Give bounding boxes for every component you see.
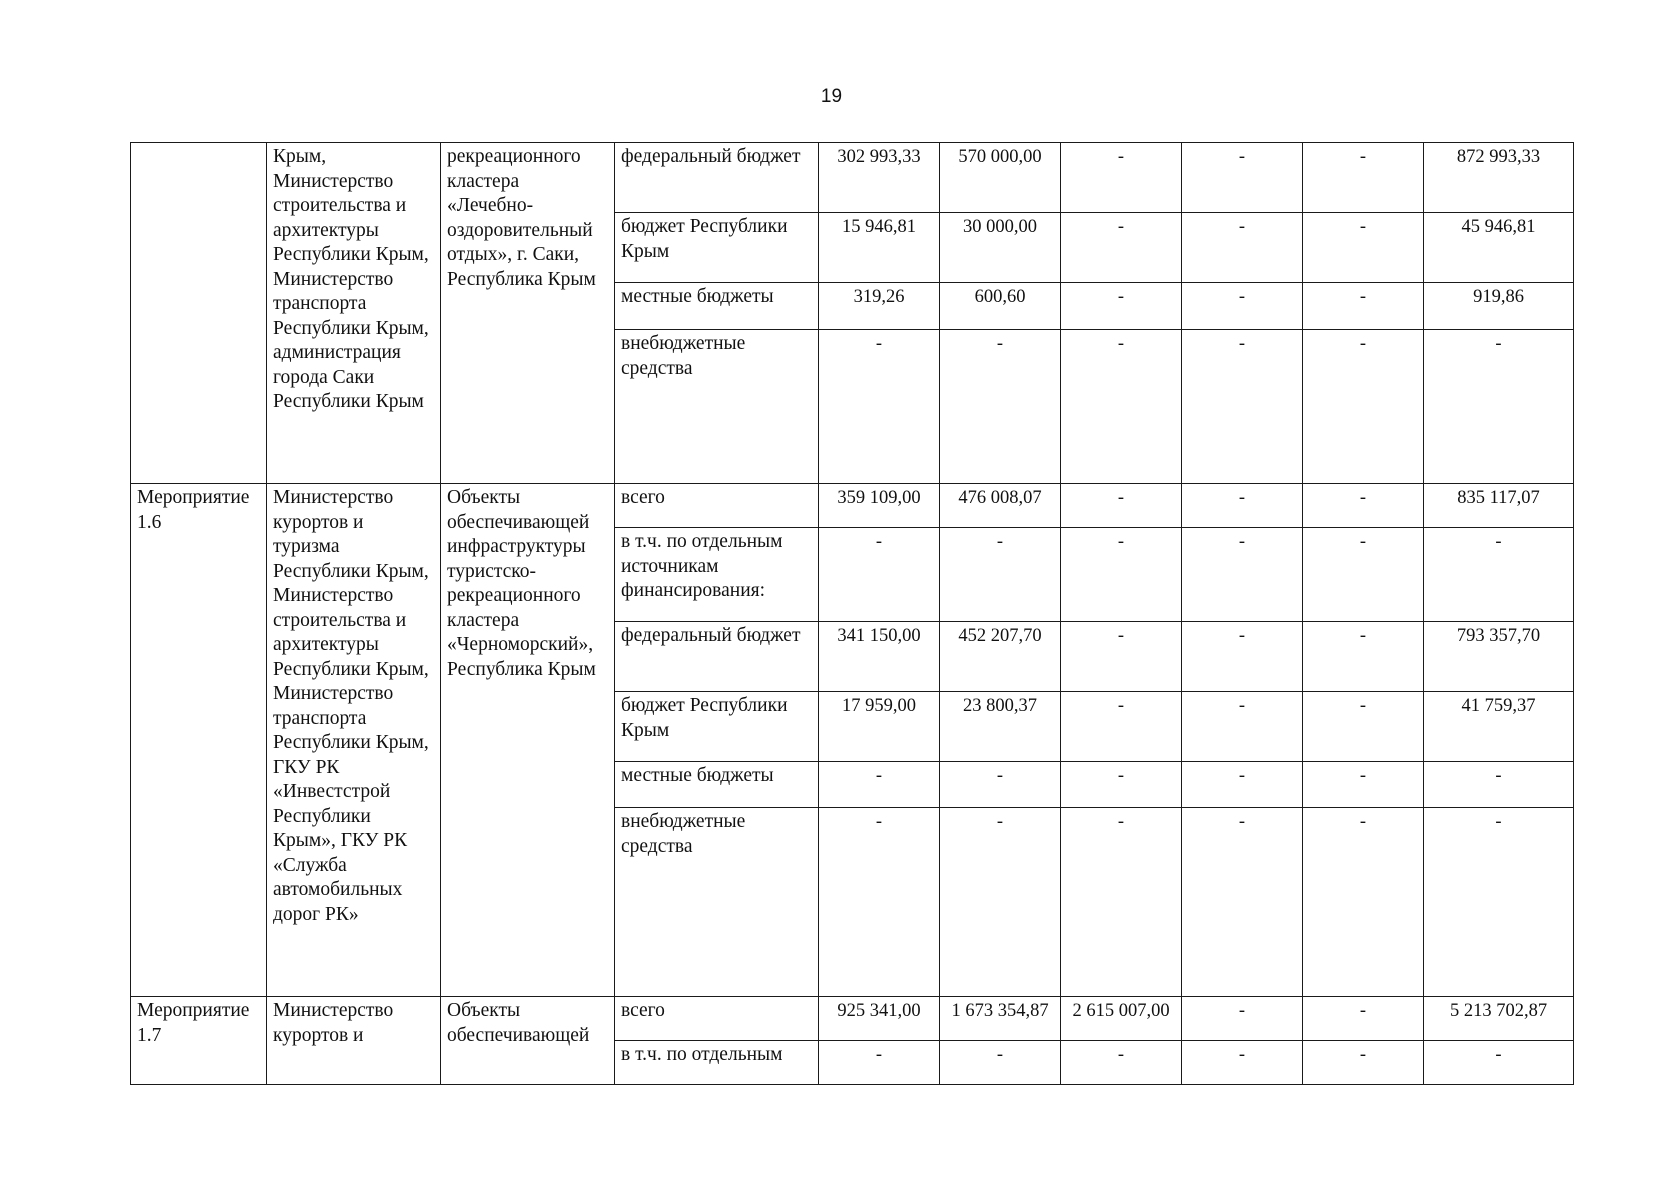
object-cell: рекреационного кластера «Лечебно-оздоровительный отдых», г. Саки, Республика Крым (441, 143, 615, 484)
value-cell: - (819, 1041, 940, 1085)
value-cell: - (819, 808, 940, 997)
value-cell: 17 959,00 (819, 692, 940, 762)
value-cell: - (819, 528, 940, 622)
total-cell: 835 117,07 (1424, 484, 1574, 528)
total-cell: - (1424, 1041, 1574, 1085)
value-cell: - (819, 330, 940, 484)
value-cell: 30 000,00 (940, 213, 1061, 283)
value-cell: - (1182, 143, 1303, 213)
value-cell: - (1182, 622, 1303, 692)
total-cell: - (1424, 330, 1574, 484)
value-cell: - (940, 808, 1061, 997)
value-cell: - (1303, 213, 1424, 283)
value-cell: - (1061, 762, 1182, 808)
source-cell: бюджет Республики Крым (615, 213, 819, 283)
value-cell: 452 207,70 (940, 622, 1061, 692)
value-cell: 15 946,81 (819, 213, 940, 283)
source-cell: всего (615, 997, 819, 1041)
value-cell: - (1182, 283, 1303, 330)
total-cell: 919,86 (1424, 283, 1574, 330)
value-cell: - (940, 528, 1061, 622)
value-cell: - (1303, 622, 1424, 692)
source-cell: бюджет Республики Крым (615, 692, 819, 762)
value-cell: - (1303, 808, 1424, 997)
value-cell: - (940, 330, 1061, 484)
value-cell: - (1061, 808, 1182, 997)
value-cell: - (819, 762, 940, 808)
page-number: 19 (820, 86, 843, 107)
value-cell: - (940, 1041, 1061, 1085)
total-cell: 793 357,70 (1424, 622, 1574, 692)
value-cell: - (1182, 808, 1303, 997)
value-cell: 2 615 007,00 (1061, 997, 1182, 1041)
executors-cell: Министерство курортов и (267, 997, 441, 1085)
total-cell: 5 213 702,87 (1424, 997, 1574, 1041)
source-cell: в т.ч. по отдельным (615, 1041, 819, 1085)
value-cell: 359 109,00 (819, 484, 940, 528)
source-cell: внебюджетные средства (615, 808, 819, 997)
value-cell: - (1182, 1041, 1303, 1085)
value-cell: 476 008,07 (940, 484, 1061, 528)
source-cell: местные бюджеты (615, 283, 819, 330)
value-cell: - (1061, 622, 1182, 692)
value-cell: - (1303, 997, 1424, 1041)
value-cell: - (1061, 283, 1182, 330)
value-cell: 925 341,00 (819, 997, 940, 1041)
value-cell: - (1061, 213, 1182, 283)
executors-cell: Министерство курортов и туризма Республики Крым, Министерство строительства и архитектуры Республики Крым, Министерство транспорта Республики Крым, ГКУ РК «Инвестстрой Республики Крым», ГКУ РК «Служба автомобильных дорог РК» (267, 484, 441, 997)
source-cell: в т.ч. по отдельным источникам финансирования: (615, 528, 819, 622)
value-cell: - (1303, 143, 1424, 213)
value-cell: 319,26 (819, 283, 940, 330)
value-cell: 302 993,33 (819, 143, 940, 213)
measure-cell: Мероприятие 1.6 (131, 484, 267, 997)
value-cell: 23 800,37 (940, 692, 1061, 762)
value-cell: - (1182, 330, 1303, 484)
value-cell: - (1303, 484, 1424, 528)
object-cell: Объекты обеспечивающей инфраструктуры туристско-рекреационного кластера «Черноморский», Республика Крым (441, 484, 615, 997)
total-cell: 872 993,33 (1424, 143, 1574, 213)
value-cell: - (1061, 528, 1182, 622)
table-row (131, 997, 1574, 1041)
funding-table (130, 142, 1574, 1085)
total-cell: - (1424, 762, 1574, 808)
source-cell: федеральный бюджет (615, 622, 819, 692)
value-cell: - (1182, 484, 1303, 528)
value-cell: - (1182, 997, 1303, 1041)
funding-table-body (131, 143, 1574, 1085)
value-cell: - (1182, 213, 1303, 283)
table-row (131, 484, 1574, 528)
value-cell: 600,60 (940, 283, 1061, 330)
value-cell: - (1303, 692, 1424, 762)
value-cell: - (1182, 762, 1303, 808)
value-cell: - (1061, 330, 1182, 484)
value-cell: - (1182, 528, 1303, 622)
value-cell: - (1061, 1041, 1182, 1085)
total-cell: 45 946,81 (1424, 213, 1574, 283)
value-cell: - (1303, 330, 1424, 484)
measure-cell: Мероприятие 1.7 (131, 997, 267, 1085)
total-cell: - (1424, 528, 1574, 622)
value-cell: - (1061, 484, 1182, 528)
value-cell: - (1303, 528, 1424, 622)
value-cell: - (1182, 692, 1303, 762)
source-cell: внебюджетные средства (615, 330, 819, 484)
value-cell: - (940, 762, 1061, 808)
value-cell: - (1303, 283, 1424, 330)
measure-cell (131, 143, 267, 484)
value-cell: 570 000,00 (940, 143, 1061, 213)
value-cell: - (1303, 762, 1424, 808)
object-cell: Объекты обеспечивающей (441, 997, 615, 1085)
value-cell: 341 150,00 (819, 622, 940, 692)
source-cell: всего (615, 484, 819, 528)
value-cell: - (1303, 1041, 1424, 1085)
value-cell: 1 673 354,87 (940, 997, 1061, 1041)
total-cell: 41 759,37 (1424, 692, 1574, 762)
value-cell: - (1061, 692, 1182, 762)
total-cell: - (1424, 808, 1574, 997)
executors-cell: Крым, Министерство строительства и архитектуры Республики Крым, Министерство транспорта Республики Крым, администрация города Саки Республики Крым (267, 143, 441, 484)
value-cell: - (1061, 143, 1182, 213)
table-row (131, 143, 1574, 213)
source-cell: местные бюджеты (615, 762, 819, 808)
source-cell: федеральный бюджет (615, 143, 819, 213)
